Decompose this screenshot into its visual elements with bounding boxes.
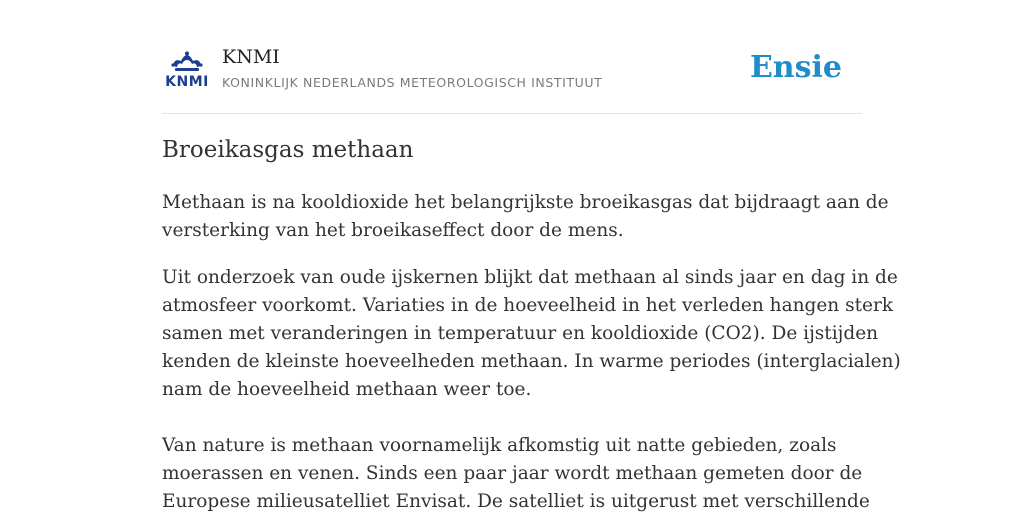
text-line: kenden de kleinste hoeveelheden methaan. In warme periodes (interglacialen) <box>162 351 901 372</box>
knmi-logo[interactable] <box>164 51 210 89</box>
org-subtitle: KONINKLIJK NEDERLANDS METEOROLOGISCH INSTITUUT <box>222 75 603 90</box>
text-line: samen met veranderingen in temperatuur en kooldioxide (CO2). De ijstijden <box>162 323 879 344</box>
site-header <box>162 40 862 114</box>
text-line: nam de hoeveelheid methaan weer toe. <box>162 379 532 400</box>
article-body <box>162 189 901 512</box>
text-line: versterking van het broeikaseffect door de mens. <box>162 220 624 241</box>
paragraph <box>162 432 870 512</box>
text-line: moerassen en venen. Sinds een paar jaar wordt methaan gemeten door de <box>162 463 863 484</box>
text-line: Methaan is na kooldioxide het belangrijkste broeikasgas dat bijdraagt aan de <box>162 192 889 213</box>
ensie-brand-link[interactable]: Ensie <box>749 50 842 85</box>
text-line: Europese milieusatelliet Envisat. De satelliet is uitgerust met verschillende <box>162 491 870 512</box>
article-title: Broeikasgas methaan <box>162 137 414 163</box>
paragraph <box>162 189 889 245</box>
text-line: atmosfeer voorkomt. Variaties in de hoeveelheid in het verleden hangen sterk <box>162 295 894 316</box>
text-line: Van nature is methaan voornamelijk afkomstig uit natte gebieden, zoals <box>162 435 837 456</box>
paragraph <box>162 264 901 404</box>
org-name: KNMI <box>222 46 280 68</box>
text-line: Uit onderzoek van oude ijskernen blijkt dat methaan al sinds jaar en dag in de <box>162 267 898 288</box>
logo-text: KNMI <box>165 74 209 89</box>
